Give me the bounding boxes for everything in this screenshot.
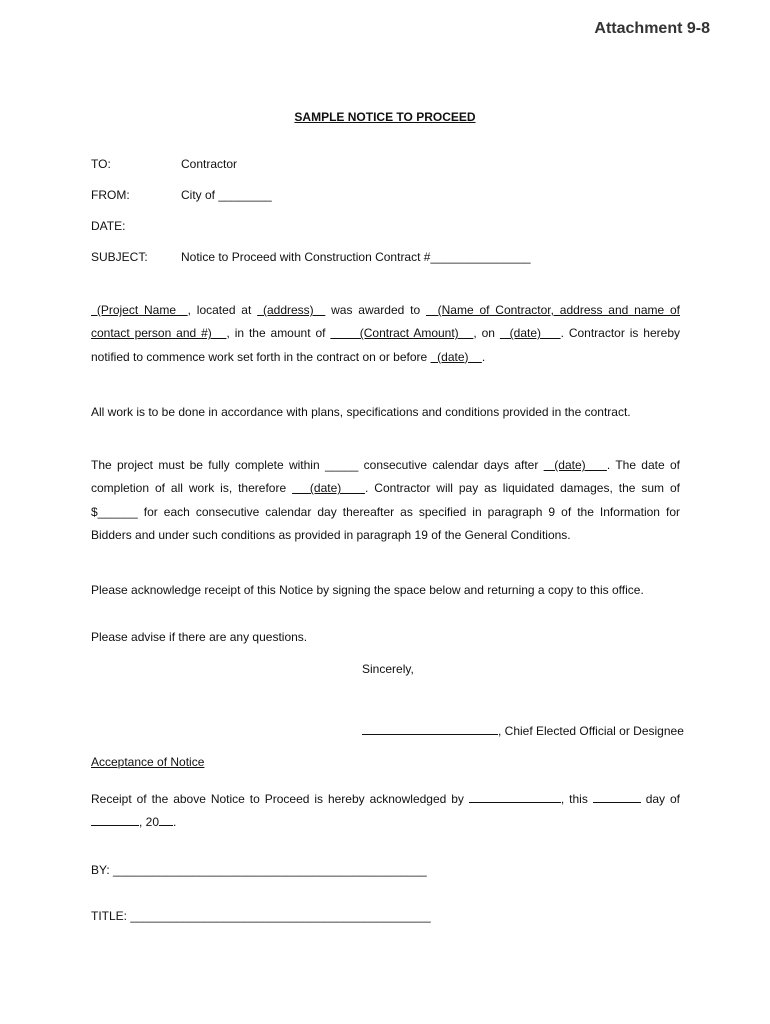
commence-text: notified to commence work set forth in the contract on or before <box>91 349 431 364</box>
acknowledged-by-blank[interactable] <box>469 791 561 803</box>
title-line[interactable]: TITLE: _____________________________________________ <box>91 909 431 923</box>
attachment-label: Attachment 9-8 <box>594 20 710 37</box>
questions-paragraph: Please advise if there are any questions. <box>91 630 308 644</box>
year-end: . <box>173 815 177 830</box>
acknowledge-paragraph: Please acknowledge receipt of this Notice by signing the space below and returning a copy to this office. <box>91 583 644 597</box>
commence-date-field: (date) <box>430 349 482 364</box>
contract-amount-field: (Contract Amount) <box>330 326 474 341</box>
plans-paragraph: All work is to be done in accordance with plans, specifications and conditions provided in the contract. <box>91 405 631 419</box>
subject-value: Notice to Proceed with Construction Contract #_______________ <box>181 250 531 264</box>
this-text: , this <box>560 792 593 806</box>
day-of-text: day of <box>640 792 680 806</box>
signature-line <box>362 723 684 738</box>
subject-label: SUBJECT: <box>91 250 148 264</box>
acceptance-heading: Acceptance of Notice <box>91 755 205 769</box>
contact-field: contact person and #) <box>91 326 227 341</box>
document-title <box>0 110 770 124</box>
start-date-field: (date) <box>543 458 607 472</box>
address-field: (address) <box>257 303 326 317</box>
completion-line-1 <box>91 454 680 477</box>
by-line[interactable]: BY: _______________________________________________ <box>91 863 427 877</box>
awarded-to-text: was awarded to <box>325 303 426 317</box>
to-value: Contractor <box>181 157 238 171</box>
amount-text: , in the amount of <box>226 326 331 341</box>
award-date-field: (date) <box>499 326 561 341</box>
award-paragraph <box>91 299 680 369</box>
contractor-field: (Name of Contractor, address and name of <box>425 303 680 317</box>
days-blank: _____ <box>324 458 359 472</box>
day-blank[interactable] <box>593 791 641 803</box>
signature-title: , Chief Elected Official or Designee <box>498 724 684 738</box>
completion-line-2 <box>91 477 680 500</box>
year-blank[interactable] <box>159 814 173 826</box>
signature-blank[interactable] <box>362 723 498 735</box>
completion-text: completion of all work is, therefore <box>91 481 293 496</box>
award-line-1 <box>91 299 680 322</box>
from-label: FROM: <box>91 188 130 202</box>
date-label: DATE: <box>91 219 126 233</box>
month-blank[interactable] <box>91 814 139 826</box>
award-line-3 <box>91 346 680 369</box>
complete-within-text: The project must be fully complete within <box>91 458 325 472</box>
on-text: , on <box>473 326 500 341</box>
completion-date-field: (date) <box>292 481 366 496</box>
award-line-2 <box>91 322 680 345</box>
completion-paragraph <box>91 454 680 547</box>
located-at-text: , located at <box>187 303 258 317</box>
document-title-text: SAMPLE NOTICE TO PROCEED <box>294 110 476 124</box>
acceptance-line-1 <box>91 788 680 811</box>
date-of-text: . The date of <box>606 458 680 472</box>
project-name-field: (Project Name <box>91 303 188 317</box>
acknowledged-by-text: Receipt of the above Notice to Proceed is hereby acknowledged by <box>91 792 469 806</box>
hereby-text: . Contractor is hereby <box>560 326 680 341</box>
from-value: City of ________ <box>181 188 272 202</box>
acceptance-paragraph <box>91 788 680 835</box>
calendar-days-text: consecutive calendar days after <box>358 458 544 472</box>
acceptance-line-2 <box>91 811 680 834</box>
sincerely-text: Sincerely, <box>362 662 414 676</box>
damages-text: . Contractor will pay as liquidated damages, the sum of <box>365 481 680 496</box>
completion-line-3: $______ for each consecutive calendar day thereafter as specified in paragraph 9 of the Information for <box>91 504 680 519</box>
completion-line-4: Bidders and under such conditions as provided in paragraph 19 of the General Conditions. <box>91 527 571 542</box>
commence-end: . <box>481 349 486 364</box>
year-text: , 20 <box>139 815 160 830</box>
to-label: TO: <box>91 157 111 171</box>
